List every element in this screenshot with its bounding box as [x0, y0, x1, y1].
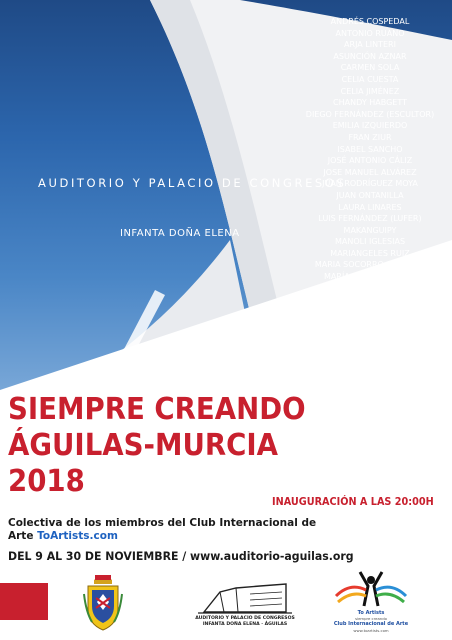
venue-subtitle: INFANTA DOÑA ELENA: [120, 228, 240, 239]
dates-and-website: DEL 9 AL 30 DE NOVIEMBRE / www.auditorio-aguilas.org: [8, 549, 354, 563]
artist-name: ANTONIO RUANO: [335, 28, 405, 38]
artist-name: MAKANGUIPY: [343, 225, 397, 235]
exhibition-headline: [8, 392, 306, 500]
artist-name: JUAN RODRÍGUEZ MOYA: [322, 179, 418, 189]
artist-name: MÓNICA LÓPEZ (ESCULTORA): [311, 306, 429, 316]
artist-name: VICTOR POLO: [342, 376, 398, 386]
collective-description: [8, 517, 328, 542]
red-accent-block: [0, 583, 48, 620]
artist-name: CARMEN SOLA: [340, 63, 400, 73]
toartists-url: www.toartists.com: [353, 628, 389, 633]
artist-name: DIEGO FERNÁNDEZ (ESCULTOR): [305, 109, 435, 119]
headline-line-1: SIEMPRE CREANDO: [8, 392, 306, 427]
artist-name: RAMÓN MOYA: [342, 330, 398, 340]
toartists-link[interactable]: ToArtists.com: [37, 529, 118, 542]
artist-name: TOÑY SÁNCHEZ: [338, 364, 402, 374]
auditorio-logo-line-2: INFANTA DOÑA ELENA · ÁGUILAS: [202, 622, 288, 627]
coat-of-arms-icon: [82, 572, 124, 634]
artist-name: PALOMA SALDAÑA: [333, 318, 407, 328]
toartists-name: To Artists: [357, 610, 385, 616]
headline-line-2: ÁGUILAS-MURCIA: [8, 428, 278, 463]
artist-name: LAURA LINARES: [338, 202, 402, 212]
auditorio-logo-line-1: AUDITORIO Y PALACIO DE CONGRESOS: [195, 616, 295, 621]
artist-name: TEODOMIRO: [345, 353, 395, 363]
artist-name: JOSE MANUEL ALVÁREZ: [323, 167, 417, 177]
artist-name: CHANDY HABGETT: [333, 98, 407, 108]
auditorio-logo: [190, 578, 300, 632]
artist-name: JUAN ONTANILLA: [336, 190, 404, 200]
artist-name: ANDRÉS COSPEDAL: [330, 17, 410, 26]
aguilas-coat-of-arms-logo: [82, 572, 124, 634]
artist-name: MARÍA TERESA IBÁÑEZ: [324, 272, 416, 282]
toartists-tagline: siempre creando: [355, 616, 387, 621]
venue-title: AUDITORIO Y PALACIO DE CONGRESOS: [38, 176, 347, 190]
artist-name: MEGÓN: [354, 295, 386, 305]
toartists-figure-icon: [330, 566, 412, 610]
artist-name: CELIA CUESTA: [341, 74, 399, 84]
artist-name: ASUNCIÓN AZNAR: [333, 51, 407, 61]
artist-list: [300, 16, 440, 387]
headline-year: 2018: [8, 464, 85, 499]
artist-name: MAYTE ARMENDARIZ: [328, 283, 412, 293]
inauguration-time: INAUGURACIÓN A LAS 20:00H: [272, 495, 434, 508]
artist-name: LUIS FERNÁNDEZ (LUFER): [318, 214, 422, 224]
artist-name: SILVIA TORRES: [340, 341, 400, 351]
artist-name: ISABEL SANCHO: [337, 144, 403, 154]
artist-name: CELIA JIMÉNEZ: [340, 86, 400, 96]
toartists-logo: [330, 566, 412, 638]
auditorio-building-icon: [190, 578, 300, 616]
collective-text: Colectiva de los miembros del Club Internacional de Arte: [8, 517, 317, 542]
artist-name: JOSÉ ANTONIO CÁLIZ: [327, 156, 413, 166]
artist-name: EMILIA IZQUIERDO: [332, 121, 408, 131]
artist-name: MARIA SOCORRO SÁNCHEZ: [314, 260, 426, 270]
artist-name: MARIANGELES RUIZ: [330, 248, 410, 258]
artist-name: FRAN ZIUR: [348, 132, 392, 142]
artist-name: MANOLI IGLESIAS: [334, 237, 406, 247]
toartists-club: Club Internacional de Arte: [333, 621, 409, 627]
artist-name: ARJA LINTERI: [344, 40, 396, 50]
